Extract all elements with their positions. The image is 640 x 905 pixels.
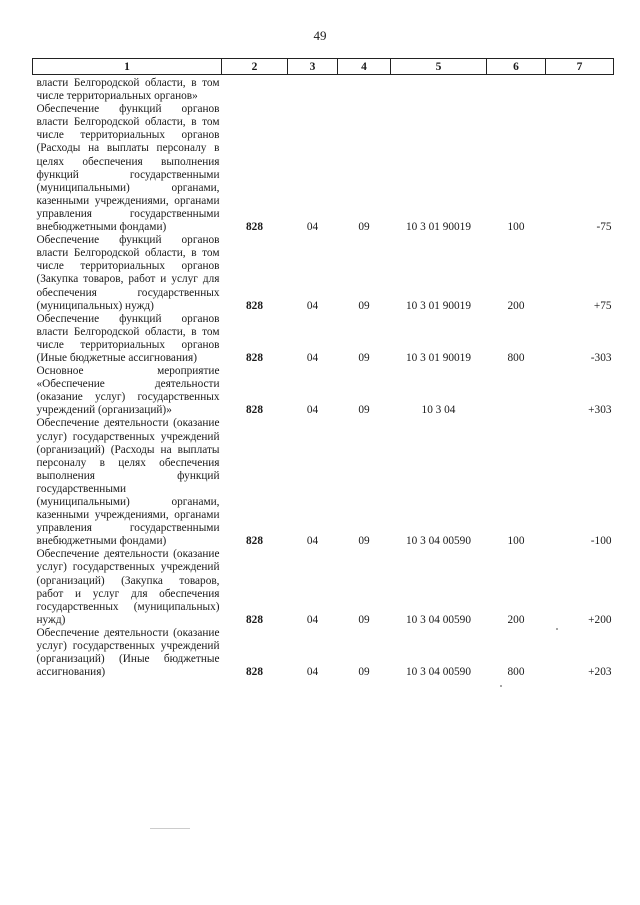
row-expense-type bbox=[487, 365, 546, 417]
row-expense-type bbox=[487, 75, 546, 104]
row-target-article: 10 3 04 00590 bbox=[406, 613, 471, 626]
header-col-3: 3 bbox=[288, 59, 338, 75]
row-subsection: 09 bbox=[358, 221, 370, 234]
row-target-article: 10 3 01 90019 bbox=[406, 351, 471, 364]
page-number: 49 bbox=[313, 28, 327, 43]
row-description: Обеспечение деятельности (оказание услуг) государственных учреждений (организаций) (Закупка товаров, работ и услуг для обеспечения государственных (муниципальных) нужд) bbox=[36, 548, 220, 626]
row-amount: -75 bbox=[596, 221, 612, 234]
row-ministry-code: 828 bbox=[246, 351, 263, 364]
header-col-6: 6 bbox=[487, 59, 546, 75]
row-subsection: 09 bbox=[358, 535, 370, 548]
row-section: 04 bbox=[306, 613, 319, 626]
row-ministry-code: 828 bbox=[246, 299, 263, 312]
row-section bbox=[288, 75, 338, 104]
row-ministry-code: 828 bbox=[246, 221, 263, 234]
row-subsection: 09 bbox=[358, 351, 370, 364]
row-amount: +303 bbox=[588, 404, 612, 417]
table-row bbox=[33, 234, 614, 313]
row-amount: +203 bbox=[588, 666, 612, 679]
row-amount bbox=[546, 75, 614, 104]
row-section: 04 bbox=[306, 535, 319, 548]
table-row bbox=[33, 75, 614, 104]
row-amount: -100 bbox=[590, 535, 612, 548]
row-description: Основное мероприятие «Обеспечение деятельности (оказание услуг) государственных учреждений (организаций)» bbox=[36, 365, 220, 417]
row-subsection: 09 bbox=[358, 666, 370, 679]
row-description: Обеспечение деятельности (оказание услуг) государственных учреждений (организаций) (Расходы на выплаты персоналу в целях обеспечения выполнения функций государственными (муниципальными) органами, казенными учреждениями, органами управления государственными внебюджетными фондами) bbox=[36, 417, 220, 548]
row-section: 04 bbox=[306, 221, 319, 234]
header-col-2: 2 bbox=[222, 59, 288, 75]
row-subsection bbox=[338, 75, 391, 104]
row-expense-type: 100 bbox=[507, 535, 525, 548]
row-description: Обеспечение функций органов власти Белгородской области, в том числе территориальных органов (Расходы на выплаты персоналу в целях обеспечения выполнения функций государственными (муниципальными) органами, казенными учреждениями, органами управления государственными внебюджетными фондами) bbox=[36, 103, 220, 234]
row-section: 04 bbox=[306, 299, 319, 312]
header-col-1: 1 bbox=[33, 59, 222, 75]
row-ministry-code: 828 bbox=[246, 666, 263, 679]
table-row bbox=[33, 103, 614, 234]
row-description: Обеспечение деятельности (оказание услуг) государственных учреждений (организаций) (Иные бюджетные ассигнования) bbox=[36, 626, 220, 679]
row-subsection: 09 bbox=[358, 613, 370, 626]
table-row bbox=[33, 313, 614, 365]
header-col-5: 5 bbox=[391, 59, 487, 75]
row-ministry-code bbox=[222, 75, 288, 104]
row-amount: +200 bbox=[588, 613, 612, 626]
row-ministry-code: 828 bbox=[246, 535, 263, 548]
header-col-7: 7 bbox=[546, 59, 614, 75]
table-header bbox=[33, 59, 614, 75]
row-section: 04 bbox=[306, 404, 319, 417]
row-description: Обеспечение функций органов власти Белгородской области, в том числе территориальных органов (Иные бюджетные ассигнования) bbox=[36, 312, 220, 364]
row-expense-type: 800 bbox=[507, 666, 525, 679]
header-col-4: 4 bbox=[338, 59, 391, 75]
row-amount: -303 bbox=[590, 351, 612, 364]
scan-speck bbox=[556, 628, 558, 630]
row-expense-type: 200 bbox=[507, 613, 525, 626]
row-target-article bbox=[391, 75, 487, 104]
table-row bbox=[33, 548, 614, 627]
table-row bbox=[33, 365, 614, 417]
scan-speck bbox=[500, 685, 502, 687]
header-row bbox=[33, 59, 614, 75]
table-body bbox=[33, 75, 614, 680]
row-expense-type: 100 bbox=[507, 221, 525, 234]
row-target-article: 10 3 01 90019 bbox=[406, 299, 471, 312]
row-section: 04 bbox=[306, 351, 319, 364]
row-target-article: 10 3 04 bbox=[421, 404, 456, 417]
scan-artifact-line bbox=[150, 828, 190, 829]
budget-table bbox=[32, 58, 614, 679]
row-description: Обеспечение функций органов власти Белгородской области, в том числе территориальных органов (Закупка товаров, работ и услуг для обеспечения государственных (муниципальных) нужд) bbox=[36, 234, 220, 312]
row-ministry-code: 828 bbox=[246, 613, 263, 626]
row-subsection: 09 bbox=[358, 299, 370, 312]
row-target-article: 10 3 04 00590 bbox=[406, 535, 471, 548]
row-expense-type: 800 bbox=[507, 351, 525, 364]
row-subsection: 09 bbox=[358, 404, 370, 417]
row-amount: +75 bbox=[593, 299, 612, 312]
row-ministry-code: 828 bbox=[246, 404, 263, 417]
table-row bbox=[33, 417, 614, 548]
row-target-article: 10 3 01 90019 bbox=[406, 221, 471, 234]
row-target-article: 10 3 04 00590 bbox=[406, 666, 471, 679]
row-expense-type: 200 bbox=[507, 299, 525, 312]
table-row bbox=[33, 627, 614, 679]
row-description: власти Белгородской области, в том числе территориальных органов» bbox=[36, 77, 220, 103]
row-section: 04 bbox=[306, 666, 319, 679]
